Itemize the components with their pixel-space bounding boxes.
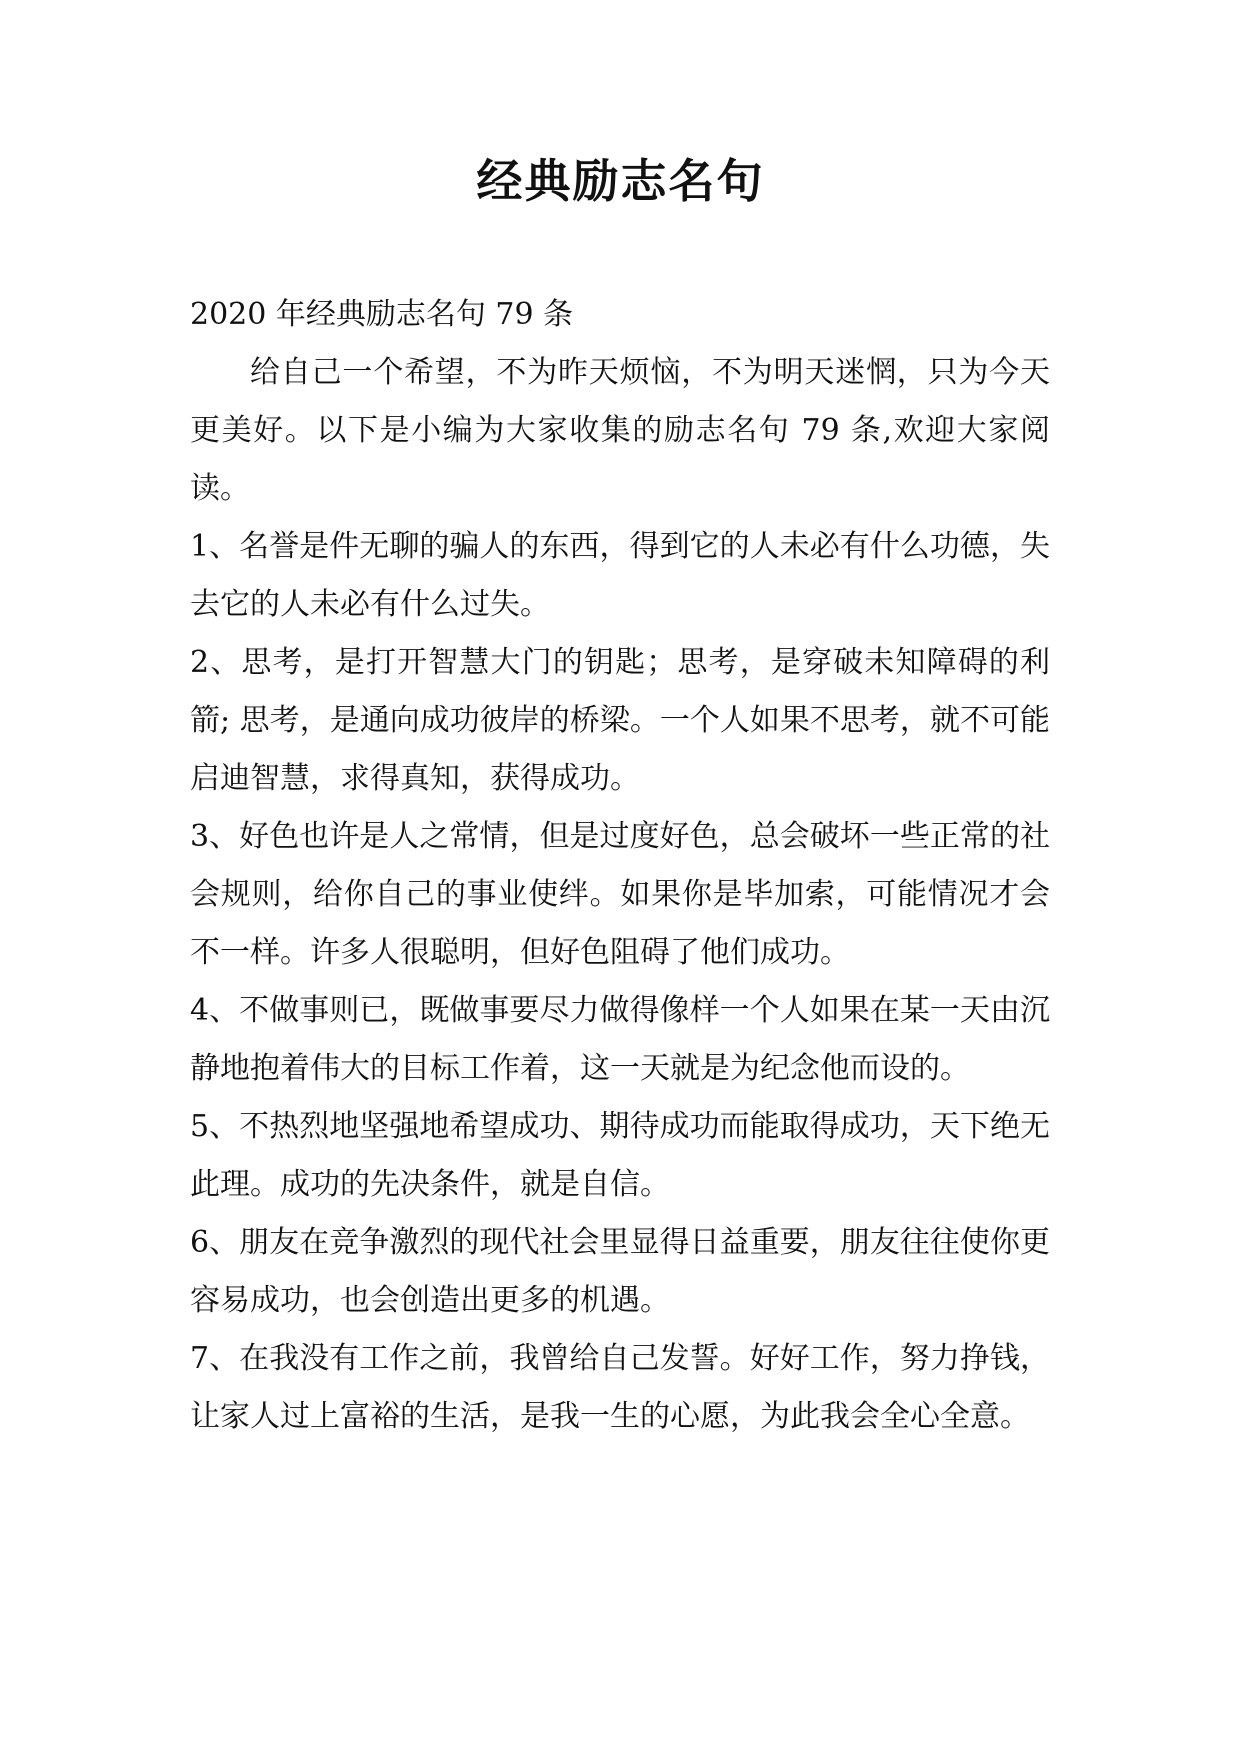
quote-number: 3、: [190, 819, 240, 854]
quote-item: [190, 1330, 1050, 1446]
quote-number: 4、: [190, 993, 240, 1028]
quote-number: 1、: [190, 529, 240, 564]
quote-number: 2、: [190, 645, 242, 680]
document-title: 经典励志名句: [476, 154, 765, 208]
quote-text: 不热烈地坚强地希望成功、期待成功而能取得成功，天下绝无此理。成功的先决条件，就是自信。: [190, 1109, 1050, 1202]
quote-item: [190, 634, 1050, 808]
quote-text: 朋友在竞争激烈的现代社会里显得日益重要，朋友往往使你更容易成功，也会创造出更多的机遇。: [190, 1225, 1050, 1318]
quote-text: 不做事则已，既做事要尽力做得像样一个人如果在某一天由沉静地抱着伟大的目标工作着，这一天就是为纪念他而设的。: [190, 993, 1050, 1086]
quote-text: 在我没有工作之前，我曾给自己发誓。好好工作，努力挣钱，让家人过上富裕的生活，是我一生的心愿，为此我会全心全意。: [190, 1341, 1050, 1434]
quote-item: [190, 982, 1050, 1098]
quote-number: 5、: [190, 1109, 240, 1144]
quote-text: 名誉是件无聊的骗人的东西，得到它的人未必有什么功德，失去它的人未必有什么过失。: [190, 529, 1050, 622]
document-body: [190, 286, 1050, 1446]
document-subtitle: 2020 年经典励志名句 79 条: [190, 297, 574, 332]
quote-number: 6、: [190, 1225, 240, 1260]
quote-number: 7、: [190, 1341, 240, 1376]
quote-item: [190, 808, 1050, 982]
quote-item: [190, 518, 1050, 634]
quote-text: 思考，是打开智慧大门的钥匙；思考，是穿破未知障碍的利箭; 思考，是通向成功彼岸的桥梁。一个人如果不思考，就不可能启迪智慧，求得真知，获得成功。: [190, 645, 1051, 796]
quote-item: [190, 1214, 1050, 1330]
intro-paragraph: 给自己一个希望，不为昨天烦恼，不为明天迷惘，只为今天更美好。以下是小编为大家收集的励志名句 79 条,欢迎大家阅读。: [190, 355, 1050, 506]
quote-item: [190, 1098, 1050, 1214]
quote-text: 好色也许是人之常情，但是过度好色，总会破坏一些正常的社会规则，给你自己的事业使绊。如果你是毕加索，可能情况才会不一样。许多人很聪明，但好色阻碍了他们成功。: [190, 819, 1050, 970]
